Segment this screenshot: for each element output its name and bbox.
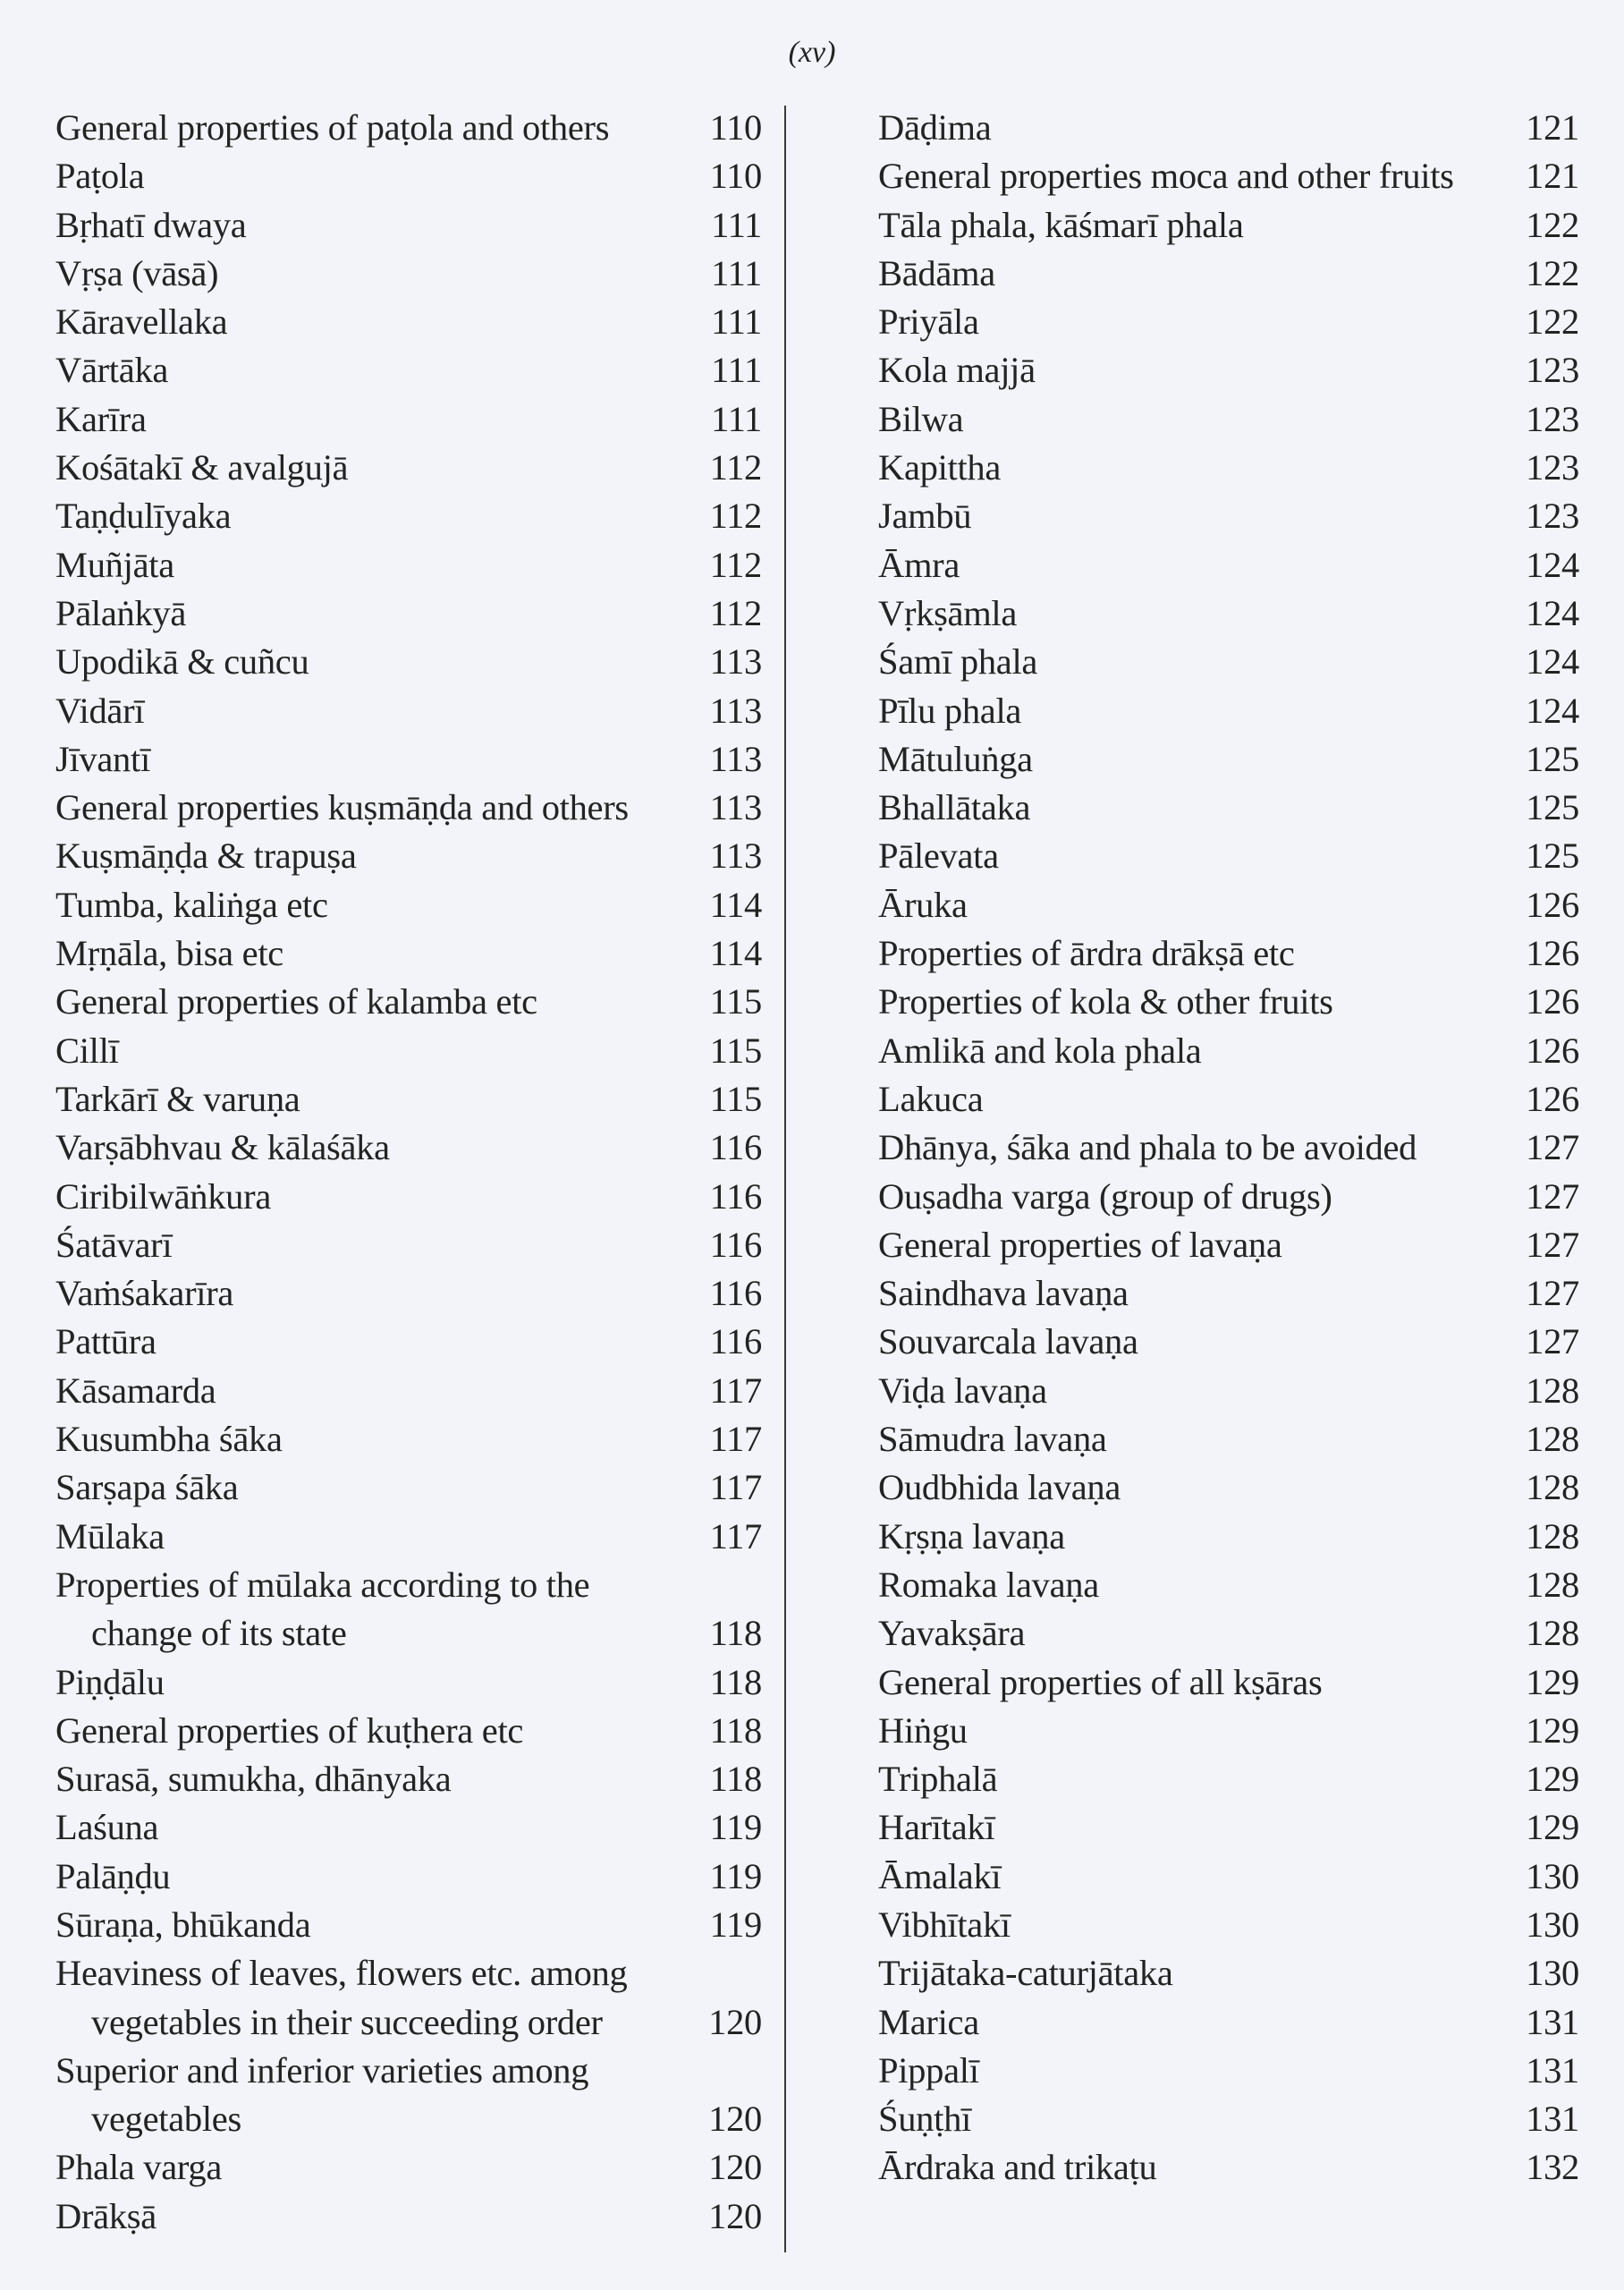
toc-entry-page: 129 bbox=[1526, 1759, 1579, 1800]
toc-entry-title: Phala varga bbox=[55, 2147, 223, 2188]
toc-entry-page: 123 bbox=[1526, 350, 1579, 391]
toc-entry-title: Kośātakī & avalgujā bbox=[55, 447, 349, 488]
toc-entry-title: Viḍa lavaṇa bbox=[878, 1370, 1047, 1411]
toc-entry-page: 130 bbox=[1526, 1904, 1579, 1945]
toc-entry-page: 131 bbox=[1526, 2001, 1579, 2042]
toc-entry-title: Hiṅgu bbox=[878, 1709, 968, 1751]
toc-entry bbox=[878, 298, 1579, 346]
toc-entry-page: 111 bbox=[711, 398, 762, 439]
toc-entry-title: General properties of kalamba etc bbox=[55, 981, 537, 1022]
toc-entry bbox=[55, 1755, 762, 1803]
column-divider bbox=[784, 106, 786, 2252]
toc-entry-title: Vidārī bbox=[55, 690, 145, 731]
toc-entry-page: 124 bbox=[1526, 641, 1579, 683]
toc-entry-page: 117 bbox=[709, 1419, 762, 1460]
toc-entry bbox=[878, 1173, 1579, 1221]
toc-entry bbox=[878, 784, 1579, 832]
toc-entry bbox=[878, 492, 1579, 540]
toc-entry-page: 127 bbox=[1526, 1321, 1579, 1362]
toc-entry-title: Kṛṣṇa lavaṇa bbox=[878, 1515, 1065, 1556]
toc-entry bbox=[55, 1463, 762, 1512]
toc-entry-page: 124 bbox=[1526, 544, 1579, 585]
toc-entry bbox=[878, 444, 1579, 492]
toc-entry-title: Souvarcala lavaṇa bbox=[878, 1321, 1138, 1362]
toc-entry-title: Drākṣā bbox=[55, 2195, 156, 2236]
toc-entry bbox=[878, 1415, 1579, 1463]
toc-entry-title: Sāmudra lavaṇa bbox=[878, 1419, 1107, 1460]
toc-entry-page: 111 bbox=[711, 204, 762, 245]
toc-entry-title: General properties of paṭola and others bbox=[55, 107, 610, 148]
toc-entry-page: 117 bbox=[709, 1370, 762, 1411]
toc-entry bbox=[55, 687, 762, 735]
toc-entry bbox=[878, 541, 1579, 589]
toc-entry-page: 131 bbox=[1526, 2099, 1579, 2140]
page-number: (xv) bbox=[788, 36, 836, 69]
toc-entry-page: 130 bbox=[1526, 1855, 1579, 1896]
toc-entry-page: 113 bbox=[709, 690, 762, 731]
toc-entry-title: Kola majjā bbox=[878, 350, 1036, 391]
toc-entry-page: 131 bbox=[1526, 2049, 1579, 2091]
toc-entry-title: Varṣābhvau & kālaśāka bbox=[55, 1127, 390, 1168]
toc-entry-title: Properties of mūlaka according to the change of its state bbox=[55, 1564, 590, 1654]
toc-entry bbox=[55, 250, 762, 298]
toc-entry bbox=[878, 1221, 1579, 1269]
toc-entry bbox=[55, 104, 762, 152]
toc-entry-page: 120 bbox=[708, 2195, 762, 2236]
toc-entry-title: Amlikā and kola phala bbox=[878, 1030, 1202, 1071]
toc-entry-page: 120 bbox=[708, 2099, 762, 2140]
toc-entry-title: Surasā, sumukha, dhānyaka bbox=[55, 1759, 452, 1800]
toc-entry bbox=[55, 1561, 762, 1658]
toc-entry-title: Heaviness of leaves, flowers etc. among vegetables in their succeeding order bbox=[55, 1953, 628, 2042]
toc-entry bbox=[878, 1609, 1579, 1658]
toc-entry bbox=[55, 2143, 762, 2192]
toc-right-column bbox=[878, 104, 1579, 2192]
toc-entry-title: Karīra bbox=[55, 398, 147, 439]
toc-entry bbox=[55, 832, 762, 880]
toc-entry bbox=[878, 832, 1579, 880]
toc-entry bbox=[878, 1075, 1579, 1124]
toc-entry bbox=[55, 1173, 762, 1221]
toc-entry-title: Mātuluṅga bbox=[878, 738, 1033, 779]
toc-entry-page: 127 bbox=[1526, 1224, 1579, 1265]
toc-entry-title: Sūraṇa, bhūkanda bbox=[55, 1904, 311, 1945]
toc-entry-title: Āmra bbox=[878, 544, 960, 585]
toc-entry-title: Saindhava lavaṇa bbox=[878, 1273, 1129, 1314]
toc-entry-title: Oudbhida lavaṇa bbox=[878, 1467, 1121, 1508]
toc-entry-page: 126 bbox=[1526, 1030, 1579, 1071]
toc-entry-page: 110 bbox=[709, 156, 762, 197]
toc-entry bbox=[878, 250, 1579, 298]
toc-entry bbox=[55, 1124, 762, 1172]
toc-entry bbox=[878, 1707, 1579, 1755]
toc-entry bbox=[878, 638, 1579, 686]
toc-entry-page: 125 bbox=[1526, 835, 1579, 877]
toc-entry-title: Bṛhatī dwaya bbox=[55, 204, 247, 245]
toc-entry bbox=[55, 541, 762, 589]
toc-entry-page: 123 bbox=[1526, 447, 1579, 488]
toc-entry-page: 127 bbox=[1526, 1175, 1579, 1217]
toc-entry-page: 119 bbox=[709, 1904, 762, 1945]
toc-entry-page: 120 bbox=[708, 2147, 762, 2188]
toc-entry-title: Paṭola bbox=[55, 156, 145, 197]
toc-entry bbox=[878, 1755, 1579, 1803]
toc-entry-page: 129 bbox=[1526, 1661, 1579, 1702]
toc-entry bbox=[878, 929, 1579, 978]
toc-entry-page: 118 bbox=[709, 1661, 762, 1702]
toc-entry-title: Palāṇḍu bbox=[55, 1855, 171, 1896]
toc-entry-title: General properties of all kṣāras bbox=[878, 1661, 1323, 1702]
toc-entry-page: 112 bbox=[709, 592, 762, 633]
toc-entry-title: Kuṣmāṇḍa & trapuṣa bbox=[55, 835, 357, 877]
toc-entry-title: Pālaṅkyā bbox=[55, 592, 187, 633]
toc-entry-page: 113 bbox=[709, 738, 762, 779]
toc-entry-page: 116 bbox=[709, 1224, 762, 1265]
toc-entry bbox=[55, 444, 762, 492]
toc-entry bbox=[878, 1803, 1579, 1852]
toc-entry-title: Vibhītakī bbox=[878, 1904, 1011, 1945]
toc-entry-page: 116 bbox=[709, 1273, 762, 1314]
toc-entry-page: 114 bbox=[709, 933, 762, 974]
toc-entry-title: Triphalā bbox=[878, 1759, 998, 1800]
toc-entry bbox=[55, 152, 762, 200]
toc-entry bbox=[55, 1221, 762, 1269]
toc-entry bbox=[55, 638, 762, 686]
toc-entry-page: 124 bbox=[1526, 690, 1579, 731]
toc-entry-title: Laśuna bbox=[55, 1807, 159, 1848]
toc-entry-page: 125 bbox=[1526, 787, 1579, 828]
toc-entry-title: Tumba, kaliṅga etc bbox=[55, 884, 328, 925]
toc-entry bbox=[878, 2047, 1579, 2095]
toc-entry-title: Harītakī bbox=[878, 1807, 995, 1848]
toc-entry-title: Mṛṇāla, bisa etc bbox=[55, 933, 283, 974]
toc-entry-page: 118 bbox=[709, 1613, 762, 1654]
toc-entry-page: 111 bbox=[711, 252, 762, 293]
toc-entry-page: 123 bbox=[1526, 496, 1579, 537]
toc-entry bbox=[55, 492, 762, 540]
toc-entry-title: General properties moca and other fruits bbox=[878, 156, 1454, 197]
toc-entry-title: Pālevata bbox=[878, 835, 999, 877]
toc-entry-title: Vaṁśakarīra bbox=[55, 1273, 234, 1314]
toc-entry-page: 128 bbox=[1526, 1515, 1579, 1556]
toc-entry bbox=[55, 1415, 762, 1463]
toc-entry-page: 119 bbox=[709, 1855, 762, 1896]
toc-entry-title: Vṛṣa (vāsā) bbox=[55, 252, 219, 293]
toc-entry bbox=[878, 152, 1579, 200]
toc-entry-title: Śuṇṭhī bbox=[878, 2099, 971, 2140]
toc-entry bbox=[55, 298, 762, 346]
toc-entry-page: 114 bbox=[709, 884, 762, 925]
toc-entry bbox=[55, 735, 762, 784]
toc-entry-title: Pippalī bbox=[878, 2049, 979, 2091]
toc-entry-title: Ciribilwāṅkura bbox=[55, 1175, 271, 1217]
toc-entry bbox=[878, 1561, 1579, 1609]
toc-entry bbox=[55, 395, 762, 444]
toc-entry bbox=[878, 1463, 1579, 1512]
toc-entry-page: 128 bbox=[1526, 1419, 1579, 1460]
toc-entry-page: 110 bbox=[709, 107, 762, 148]
toc-entry-page: 119 bbox=[709, 1807, 762, 1848]
toc-entry bbox=[55, 784, 762, 832]
toc-entry-page: 120 bbox=[708, 2001, 762, 2042]
toc-entry-title: Romaka lavaṇa bbox=[878, 1564, 1099, 1605]
toc-entry bbox=[55, 1318, 762, 1366]
toc-entry-page: 115 bbox=[709, 1078, 762, 1119]
toc-entry-title: Taṇḍulīyaka bbox=[55, 496, 232, 537]
toc-entry bbox=[55, 346, 762, 394]
toc-entry-title: Pattūra bbox=[55, 1321, 156, 1362]
toc-entry-title: Āmalakī bbox=[878, 1855, 1002, 1896]
toc-entry bbox=[878, 346, 1579, 394]
toc-entry bbox=[55, 201, 762, 250]
toc-entry-title: Dhānya, śāka and phala to be avoided bbox=[878, 1127, 1417, 1168]
toc-entry-page: 112 bbox=[709, 496, 762, 537]
toc-entry-title: Jambū bbox=[878, 496, 972, 537]
toc-entry-page: 112 bbox=[709, 544, 762, 585]
toc-entry bbox=[878, 201, 1579, 250]
toc-entry-title: Yavakṣāra bbox=[878, 1613, 1026, 1654]
toc-entry-title: Muñjāta bbox=[55, 544, 174, 585]
toc-entry bbox=[878, 978, 1579, 1026]
toc-entry bbox=[55, 1803, 762, 1852]
toc-entry-page: 116 bbox=[709, 1321, 762, 1362]
toc-entry-title: Kāsamarda bbox=[55, 1370, 216, 1411]
toc-entry bbox=[878, 1027, 1579, 1075]
toc-entry bbox=[55, 1269, 762, 1318]
toc-entry-title: Vārtāka bbox=[55, 350, 169, 391]
toc-entry bbox=[878, 735, 1579, 784]
toc-entry bbox=[878, 104, 1579, 152]
toc-entry bbox=[55, 1853, 762, 1901]
toc-entry-page: 128 bbox=[1526, 1370, 1579, 1411]
toc-entry-page: 115 bbox=[709, 981, 762, 1022]
toc-entry bbox=[878, 881, 1579, 929]
toc-entry bbox=[878, 1318, 1579, 1366]
toc-entry bbox=[55, 1367, 762, 1415]
toc-entry-title: Ārdraka and trikaṭu bbox=[878, 2147, 1157, 2188]
toc-entry-title: Vṛkṣāmla bbox=[878, 592, 1018, 633]
toc-entry-title: Tāla phala, kāśmarī phala bbox=[878, 204, 1244, 245]
toc-entry bbox=[55, 2192, 762, 2241]
toc-entry-title: Properties of ārdra drākṣā etc bbox=[878, 933, 1295, 974]
toc-entry bbox=[55, 589, 762, 638]
toc-entry-title: Priyāla bbox=[878, 301, 979, 343]
toc-entry bbox=[55, 1707, 762, 1755]
toc-entry-title: Śatāvarī bbox=[55, 1224, 173, 1265]
toc-entry-title: Jīvantī bbox=[55, 738, 150, 779]
toc-entry bbox=[878, 1513, 1579, 1561]
toc-entry-page: 126 bbox=[1526, 1078, 1579, 1119]
toc-entry-title: Kapittha bbox=[878, 447, 1002, 488]
toc-entry-page: 113 bbox=[709, 641, 762, 683]
toc-entry-page: 118 bbox=[709, 1759, 762, 1800]
toc-entry-title: Pīlu phala bbox=[878, 690, 1022, 731]
toc-entry-title: General properties of kuṭhera etc bbox=[55, 1709, 524, 1751]
toc-entry bbox=[55, 1949, 762, 2047]
toc-entry-title: Dāḍima bbox=[878, 107, 992, 148]
toc-entry-page: 113 bbox=[709, 787, 762, 828]
toc-entry-page: 128 bbox=[1526, 1467, 1579, 1508]
toc-entry-title: Trijātaka-caturjātaka bbox=[878, 1953, 1173, 1994]
toc-entry bbox=[878, 395, 1579, 444]
toc-entry bbox=[878, 1998, 1579, 2047]
toc-entry bbox=[878, 1901, 1579, 1949]
toc-entry-title: Sarṣapa śāka bbox=[55, 1467, 239, 1508]
toc-entry-page: 128 bbox=[1526, 1564, 1579, 1605]
toc-entry-title: Bilwa bbox=[878, 398, 964, 439]
toc-entry-title: General properties of lavaṇa bbox=[878, 1224, 1282, 1265]
toc-entry-page: 123 bbox=[1526, 398, 1579, 439]
toc-entry-page: 118 bbox=[709, 1709, 762, 1751]
toc-entry-page: 117 bbox=[709, 1467, 762, 1508]
toc-entry-title: Bhallātaka bbox=[878, 787, 1031, 828]
toc-entry-title: Upodikā & cuñcu bbox=[55, 641, 309, 683]
toc-entry-title: General properties kuṣmāṇḍa and others bbox=[55, 787, 629, 828]
toc-entry-page: 125 bbox=[1526, 738, 1579, 779]
toc-entry-title: Ouṣadha varga (group of drugs) bbox=[878, 1175, 1332, 1217]
toc-entry-title: Marica bbox=[878, 2001, 979, 2042]
toc-entry-page: 122 bbox=[1526, 252, 1579, 293]
toc-entry bbox=[55, 1513, 762, 1561]
toc-entry-page: 129 bbox=[1526, 1807, 1579, 1848]
toc-entry-page: 112 bbox=[709, 447, 762, 488]
toc-entry bbox=[55, 1027, 762, 1075]
toc-entry-title: Mūlaka bbox=[55, 1515, 165, 1556]
toc-entry bbox=[55, 978, 762, 1026]
toc-entry-title: Bādāma bbox=[878, 252, 995, 293]
toc-entry-page: 121 bbox=[1526, 156, 1579, 197]
toc-entry-page: 111 bbox=[711, 350, 762, 391]
toc-entry bbox=[878, 2143, 1579, 2192]
toc-entry bbox=[878, 2095, 1579, 2143]
toc-entry-page: 116 bbox=[709, 1127, 762, 1168]
toc-entry-page: 116 bbox=[709, 1175, 762, 1217]
toc-entry-page: 121 bbox=[1526, 107, 1579, 148]
toc-left-column bbox=[55, 104, 762, 2241]
toc-entry bbox=[55, 1658, 762, 1707]
toc-entry bbox=[55, 1075, 762, 1124]
toc-entry bbox=[55, 2047, 762, 2144]
toc-entry-page: 124 bbox=[1526, 592, 1579, 633]
toc-entry bbox=[878, 1949, 1579, 1997]
toc-entry bbox=[55, 1901, 762, 1949]
toc-entry bbox=[55, 881, 762, 929]
toc-entry-page: 122 bbox=[1526, 301, 1579, 343]
toc-entry bbox=[878, 687, 1579, 735]
toc-entry-title: Kāravellaka bbox=[55, 301, 228, 343]
toc-entry bbox=[878, 1367, 1579, 1415]
toc-entry-title: Lakuca bbox=[878, 1078, 984, 1119]
toc-entry-title: Properties of kola & other fruits bbox=[878, 981, 1333, 1022]
toc-entry-page: 117 bbox=[709, 1515, 762, 1556]
toc-entry-title: Āruka bbox=[878, 884, 968, 925]
toc-entry-title: Śamī phala bbox=[878, 641, 1038, 683]
toc-entry-title: Kusumbha śāka bbox=[55, 1419, 283, 1460]
toc-entry-page: 128 bbox=[1526, 1613, 1579, 1654]
toc-entry-title: Cillī bbox=[55, 1030, 119, 1071]
toc-entry bbox=[55, 929, 762, 978]
toc-entry-page: 129 bbox=[1526, 1709, 1579, 1751]
toc-entry bbox=[878, 1853, 1579, 1901]
toc-entry-title: Superior and inferior varieties among vegetables bbox=[55, 2049, 589, 2140]
toc-entry bbox=[878, 1658, 1579, 1707]
toc-entry bbox=[878, 1124, 1579, 1172]
toc-entry-title: Tarkārī & varuṇa bbox=[55, 1078, 300, 1119]
toc-entry-page: 127 bbox=[1526, 1273, 1579, 1314]
toc-entry-page: 111 bbox=[711, 301, 762, 343]
toc-entry-title: Piṇḍālu bbox=[55, 1661, 165, 1702]
toc-entry-page: 126 bbox=[1526, 933, 1579, 974]
toc-entry-page: 127 bbox=[1526, 1127, 1579, 1168]
toc-entry-page: 122 bbox=[1526, 204, 1579, 245]
toc-entry-page: 113 bbox=[709, 835, 762, 877]
toc-entry-page: 126 bbox=[1526, 981, 1579, 1022]
toc-entry-page: 115 bbox=[709, 1030, 762, 1071]
toc-entry-page: 126 bbox=[1526, 884, 1579, 925]
toc-entry-page: 130 bbox=[1526, 1953, 1579, 1994]
toc-entry bbox=[878, 1269, 1579, 1318]
toc-entry-page: 132 bbox=[1526, 2147, 1579, 2188]
toc-entry bbox=[878, 589, 1579, 638]
